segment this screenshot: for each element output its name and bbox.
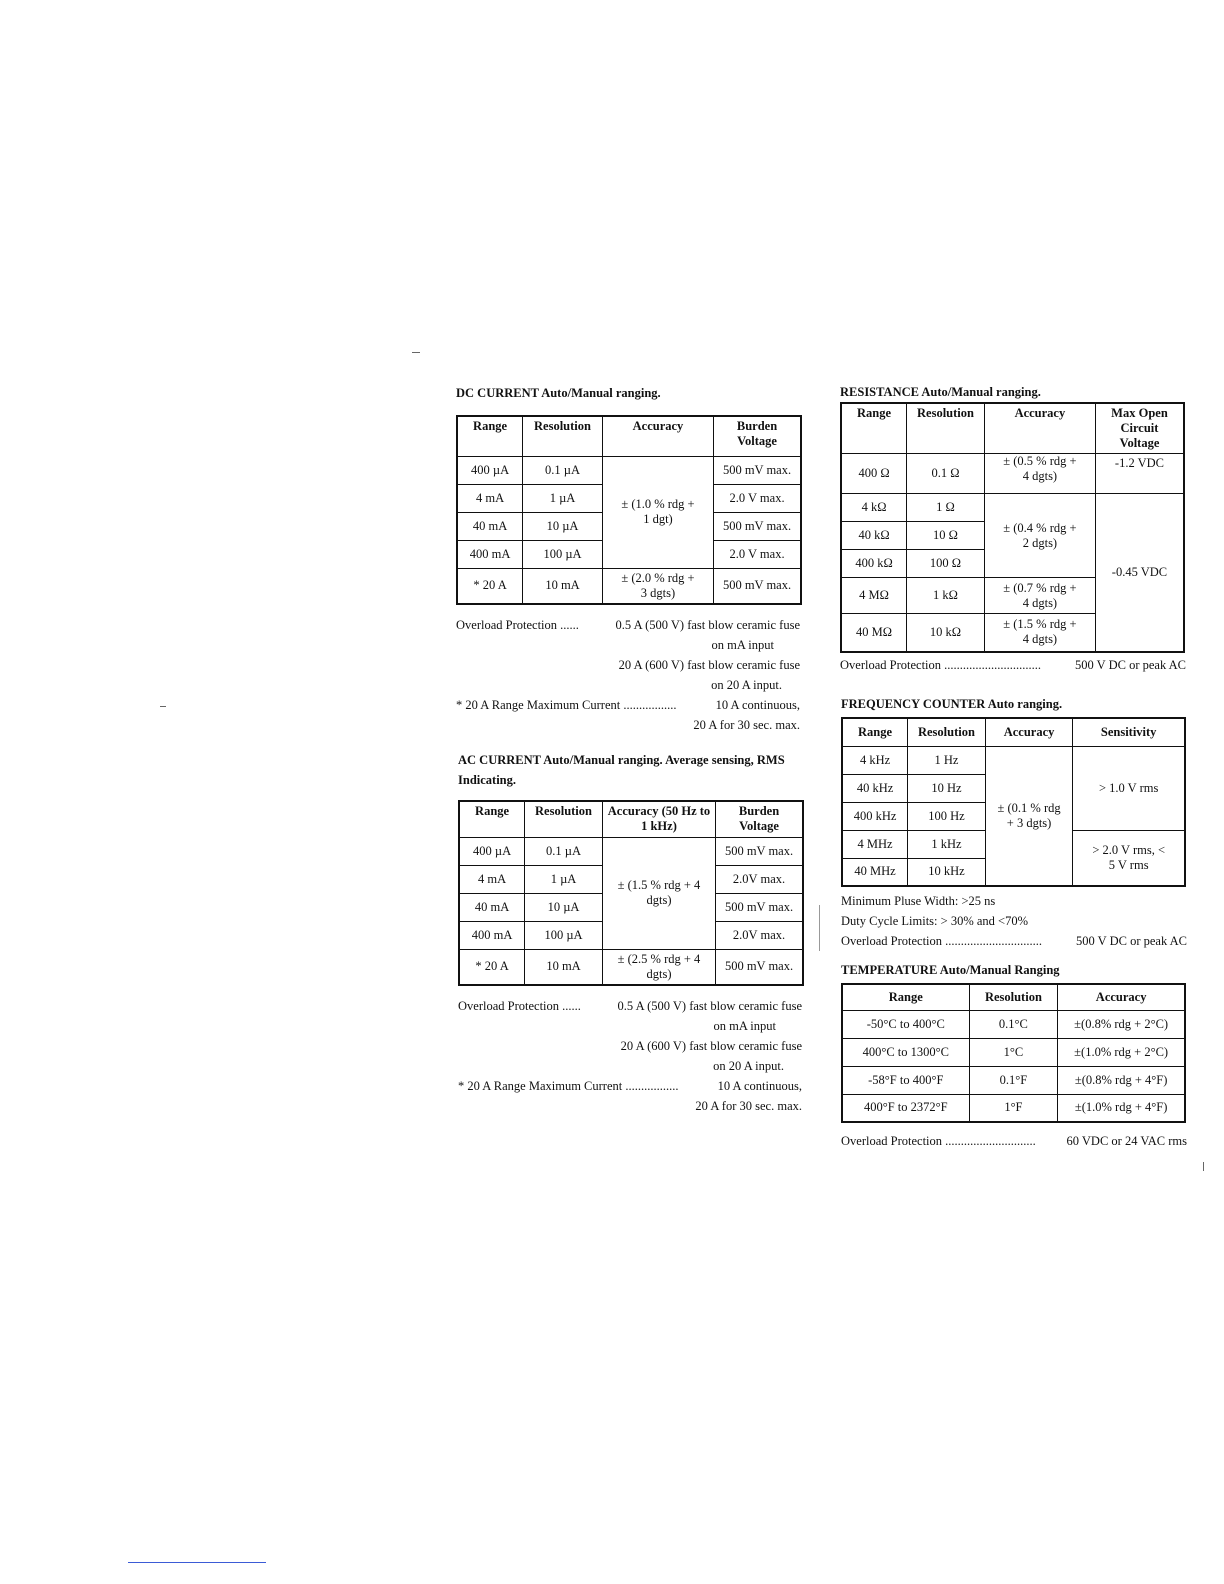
- table-row-resolution: 1 Hz: [908, 746, 986, 774]
- accuracy-20a: ± (2.5 % rdg + 4 dgts): [602, 949, 715, 985]
- voltage-400: -1.2 VDC: [1095, 454, 1184, 494]
- table-row-range: 400 mA: [459, 921, 525, 949]
- table-row-resolution: 0.1°F: [969, 1066, 1058, 1094]
- table-row-range: 4 MΩ: [841, 578, 907, 614]
- table-row-resolution: 10 kΩ: [907, 614, 985, 652]
- table-row-burden: 500 mV max.: [716, 949, 803, 985]
- dc-current-section: [456, 383, 804, 735]
- scan-mark: [1203, 1162, 1204, 1171]
- temperature-table: [841, 983, 1186, 1123]
- overload-label: Overload Protection .............................: [841, 1134, 1036, 1148]
- dc-current-notes: [456, 615, 800, 735]
- accuracy-40m: ± (1.5 % rdg + 4 dgts): [984, 614, 1095, 652]
- resistance-table: [840, 402, 1185, 653]
- table-row-range: 40 kΩ: [841, 522, 907, 550]
- table-row-burden: 500 mV max.: [716, 837, 803, 865]
- max-current-label: * 20 A Range Maximum Current .................: [456, 698, 677, 712]
- table-row-range: * 20 A: [459, 949, 525, 985]
- header-max-open-voltage: Max Open Circuit Voltage: [1095, 403, 1184, 454]
- table-row-accuracy: ±(0.8% rdg + 2°C): [1058, 1010, 1185, 1038]
- accuracy: ± (0.1 % rdg + 3 dgts): [985, 746, 1072, 886]
- ac-current-notes: [458, 996, 802, 1116]
- overload-value-2: 20 A (600 V) fast blow ceramic fuse: [618, 658, 800, 672]
- table-row-resolution: 100 Hz: [908, 802, 986, 830]
- header-resolution: Resolution: [525, 801, 603, 837]
- duty-cycle-note: Duty Cycle Limits: > 30% and <70%: [841, 914, 1028, 928]
- dc-current-title: DC CURRENT Auto/Manual ranging.: [456, 386, 661, 400]
- table-row-burden: 500 mV max.: [714, 456, 801, 484]
- dc-current-table: [456, 415, 802, 605]
- ac-current-table: [458, 800, 804, 986]
- table-row-range: 400 mA: [457, 540, 523, 568]
- header-accuracy: Accuracy: [985, 718, 1072, 746]
- temperature-title: TEMPERATURE Auto/Manual Ranging: [841, 963, 1060, 977]
- table-row-burden: 500 mV max.: [714, 512, 801, 540]
- header-accuracy: Accuracy (50 Hz to 1 kHz): [602, 801, 715, 837]
- max-current-value: 10 A continuous,: [717, 1079, 802, 1093]
- header-range: Range: [459, 801, 525, 837]
- resistance-title: RESISTANCE Auto/Manual ranging.: [840, 385, 1041, 399]
- header-accuracy: Accuracy: [1058, 984, 1185, 1010]
- table-row-burden: 500 mV max.: [716, 893, 803, 921]
- table-row-range: 400 kΩ: [841, 550, 907, 578]
- frequency-notes: [841, 891, 1187, 951]
- overload-value-cont: on mA input: [711, 638, 774, 652]
- table-row-range: 400°F to 2372°F: [842, 1094, 969, 1122]
- ac-current-title: AC CURRENT Auto/Manual ranging. Average sensing, RMS Indicating.: [458, 753, 785, 787]
- scan-mark: [819, 905, 820, 951]
- temperature-section: [841, 960, 1189, 1151]
- max-current-value-2: 20 A for 30 sec. max.: [693, 718, 800, 732]
- resistance-notes: [840, 655, 1186, 675]
- table-row-resolution: 10 Hz: [908, 774, 986, 802]
- table-row-accuracy: ±(1.0% rdg + 4°F): [1058, 1094, 1185, 1122]
- table-row-resolution: 1°F: [969, 1094, 1058, 1122]
- min-pulse-note: Minimum Pluse Width: >25 ns: [841, 894, 996, 908]
- table-row-range: -50°C to 400°C: [842, 1010, 969, 1038]
- table-row-resolution: 0.1°C: [969, 1010, 1058, 1038]
- table-row-range: 4 mA: [459, 865, 525, 893]
- table-row-burden: 2.0 V max.: [714, 540, 801, 568]
- table-row-range: 40 kHz: [842, 774, 908, 802]
- header-resolution: Resolution: [523, 416, 603, 456]
- accuracy-main: ± (1.5 % rdg + 4 dgts): [602, 837, 715, 949]
- overload-value: 500 V DC or peak AC: [1076, 934, 1187, 948]
- table-row-range: 4 kHz: [842, 746, 908, 774]
- table-row-resolution: 10 kHz: [908, 858, 986, 886]
- overload-label: Overload Protection ......: [458, 999, 581, 1013]
- table-row-resolution: 100 µA: [523, 540, 603, 568]
- max-current-value: 10 A continuous,: [715, 698, 800, 712]
- scan-mark: [160, 706, 166, 707]
- overload-value-2-cont: on 20 A input.: [711, 678, 782, 692]
- ac-current-section: [458, 750, 806, 1116]
- table-row-resolution: 100 µA: [525, 921, 603, 949]
- table-row-range: 400 kHz: [842, 802, 908, 830]
- sensitivity-high: > 2.0 V rms, < 5 V rms: [1073, 830, 1185, 886]
- overload-label: Overload Protection ......: [456, 618, 579, 632]
- table-row-range: 4 mA: [457, 484, 523, 512]
- frequency-table: [841, 717, 1186, 887]
- header-accuracy: Accuracy: [602, 416, 713, 456]
- table-row-resolution: 10 mA: [523, 568, 603, 604]
- table-row-accuracy: ±(0.8% rdg + 4°F): [1058, 1066, 1185, 1094]
- table-row-resolution: 1 µA: [525, 865, 603, 893]
- overload-value: 0.5 A (500 V) fast blow ceramic fuse: [615, 618, 800, 632]
- table-row-resolution: 0.1 Ω: [907, 454, 985, 494]
- accuracy-4m: ± (0.7 % rdg + 4 dgts): [984, 578, 1095, 614]
- table-row-resolution: 1 µA: [523, 484, 603, 512]
- scan-mark: [412, 352, 420, 353]
- table-row-range: 400 µA: [457, 456, 523, 484]
- table-row-range: -58°F to 400°F: [842, 1066, 969, 1094]
- header-range: Range: [842, 984, 969, 1010]
- table-row-range: 400 µA: [459, 837, 525, 865]
- header-resolution: Resolution: [907, 403, 985, 454]
- table-row-resolution: 10 µA: [523, 512, 603, 540]
- table-row-resolution: 1 Ω: [907, 494, 985, 522]
- header-range: Range: [841, 403, 907, 454]
- accuracy-20a: ± (2.0 % rdg + 3 dgts): [602, 568, 713, 604]
- overload-value-2-cont: on 20 A input.: [713, 1059, 784, 1073]
- table-row-resolution: 10 µA: [525, 893, 603, 921]
- overload-label: Overload Protection ...............................: [841, 934, 1043, 948]
- overload-value-cont: on mA input: [713, 1019, 776, 1033]
- header-range: Range: [457, 416, 523, 456]
- max-current-label: * 20 A Range Maximum Current .................: [458, 1079, 679, 1093]
- header-resolution: Resolution: [908, 718, 986, 746]
- frequency-section: [841, 694, 1189, 951]
- table-row-burden: 2.0V max.: [716, 865, 803, 893]
- accuracy-400: ± (0.5 % rdg + 4 dgts): [984, 454, 1095, 494]
- footer-rule: [128, 1562, 266, 1563]
- header-sensitivity: Sensitivity: [1073, 718, 1185, 746]
- resistance-section: [840, 382, 1188, 675]
- sensitivity-low: > 1.0 V rms: [1073, 746, 1185, 830]
- header-burden: Burden Voltage: [716, 801, 803, 837]
- table-row-range: 400 Ω: [841, 454, 907, 494]
- table-row-range: 4 kΩ: [841, 494, 907, 522]
- table-row-resolution: 10 mA: [525, 949, 603, 985]
- table-row-resolution: 100 Ω: [907, 550, 985, 578]
- table-row-range: 40 MΩ: [841, 614, 907, 652]
- table-row-accuracy: ±(1.0% rdg + 2°C): [1058, 1038, 1185, 1066]
- max-current-value-2: 20 A for 30 sec. max.: [695, 1099, 802, 1113]
- overload-value: 0.5 A (500 V) fast blow ceramic fuse: [617, 999, 802, 1013]
- table-row-resolution: 1°C: [969, 1038, 1058, 1066]
- header-accuracy: Accuracy: [984, 403, 1095, 454]
- table-row-burden: 2.0 V max.: [714, 484, 801, 512]
- table-row-resolution: 1 kHz: [908, 830, 986, 858]
- table-row-burden: 2.0V max.: [716, 921, 803, 949]
- table-row-range: 40 MHz: [842, 858, 908, 886]
- accuracy-main: ± (1.0 % rdg + 1 dgt): [602, 456, 713, 568]
- overload-value: 60 VDC or 24 VAC rms: [1066, 1134, 1187, 1148]
- header-range: Range: [842, 718, 908, 746]
- table-row-resolution: 1 kΩ: [907, 578, 985, 614]
- table-row-range: 400°C to 1300°C: [842, 1038, 969, 1066]
- accuracy-4k-400k: ± (0.4 % rdg + 2 dgts): [984, 494, 1095, 578]
- overload-label: Overload Protection ...............................: [840, 657, 1042, 672]
- frequency-title: FREQUENCY COUNTER Auto ranging.: [841, 697, 1063, 711]
- table-row-range: 40 mA: [459, 893, 525, 921]
- overload-value: 500 V DC or peak AC: [1075, 657, 1186, 672]
- header-resolution: Resolution: [969, 984, 1058, 1010]
- temperature-notes: [841, 1131, 1187, 1151]
- overload-value-2: 20 A (600 V) fast blow ceramic fuse: [620, 1039, 802, 1053]
- header-burden: Burden Voltage: [714, 416, 801, 456]
- table-row-burden: 500 mV max.: [714, 568, 801, 604]
- voltage-rest: -0.45 VDC: [1095, 494, 1184, 652]
- table-row-range: 4 MHz: [842, 830, 908, 858]
- table-row-resolution: 0.1 µA: [525, 837, 603, 865]
- table-row-resolution: 0.1 µA: [523, 456, 603, 484]
- table-row-range: * 20 A: [457, 568, 523, 604]
- table-row-resolution: 10 Ω: [907, 522, 985, 550]
- table-row-range: 40 mA: [457, 512, 523, 540]
